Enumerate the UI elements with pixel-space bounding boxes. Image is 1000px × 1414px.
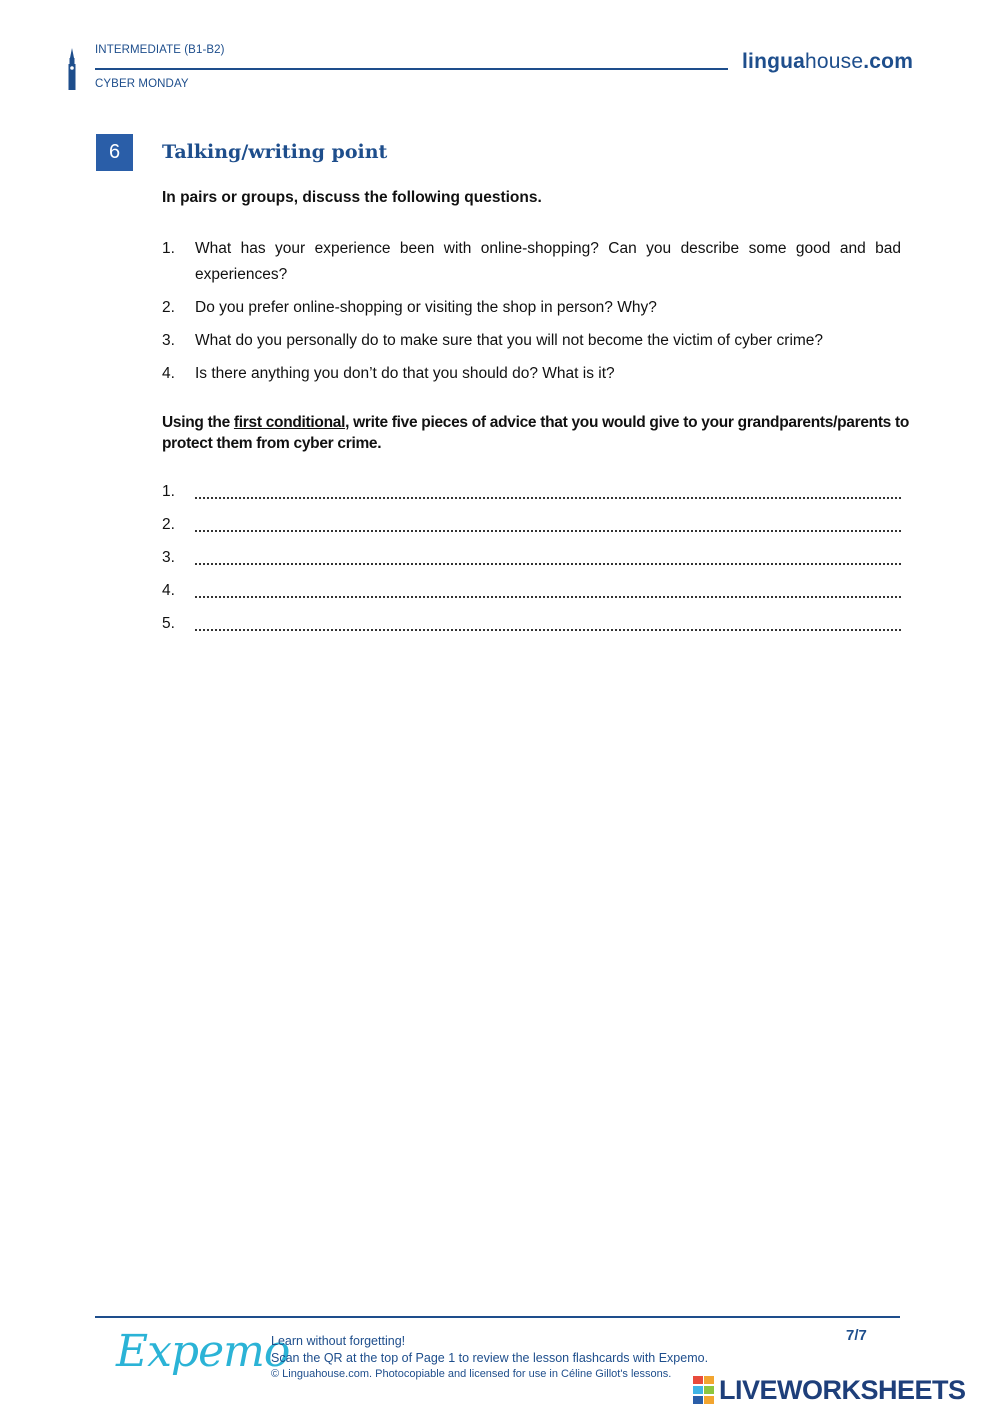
liveworksheets-watermark[interactable] — [693, 1374, 993, 1406]
expemo-logo[interactable]: Expemo — [116, 1326, 290, 1377]
answer-line[interactable] — [162, 549, 902, 569]
page-number: 7/7 — [846, 1327, 867, 1344]
answer-number: 1. — [162, 483, 175, 500]
linguahouse-logo[interactable] — [742, 50, 913, 74]
dotted-answer-field[interactable] — [195, 477, 901, 499]
question-text: Is there anything you don’t do that you should do? What is it? — [195, 365, 615, 382]
answer-line[interactable] — [162, 615, 902, 635]
level-label: INTERMEDIATE (B1-B2) — [95, 44, 225, 56]
question-text: What has your experience been with online-shopping? Can you describe some good and bad experiences? — [195, 240, 901, 283]
answer-number: 2. — [162, 516, 175, 533]
question-number: 2. — [162, 299, 175, 316]
question-text: Do you prefer online-shopping or visiting the shop in person? Why? — [195, 299, 657, 316]
dotted-answer-field[interactable] — [195, 609, 901, 631]
lesson-title: CYBER MONDAY — [95, 78, 189, 90]
question-item — [162, 236, 902, 288]
writing-instruction-end: , write five pieces of advice that you would give to your grandparents/parents to protect them from cyber crime. — [162, 414, 910, 452]
question-item — [162, 295, 902, 321]
first-conditional-link[interactable]: first conditional — [233, 414, 346, 431]
answer-line[interactable] — [162, 582, 902, 602]
discussion-instruction: In pairs or groups, discuss the following questions. — [162, 189, 542, 206]
section-title: Talking/writing point — [162, 141, 388, 163]
question-item — [162, 361, 902, 387]
footer-divider — [95, 1316, 900, 1318]
footer-tagline: Learn without forgetting! — [271, 1334, 406, 1348]
answer-line[interactable] — [162, 483, 902, 503]
section-number-badge: 6 — [96, 134, 133, 171]
answer-number: 3. — [162, 549, 175, 566]
question-text: What do you personally do to make sure that you will not become the victim of cyber crime? — [195, 332, 824, 349]
dotted-answer-field[interactable] — [195, 543, 901, 565]
dotted-answer-field[interactable] — [195, 510, 901, 532]
question-number: 1. — [162, 240, 175, 257]
brand-part-house: house — [805, 50, 864, 73]
brand-part-tld: .com — [863, 50, 914, 73]
header-divider — [95, 68, 728, 70]
brand-part-lingua: lingua — [742, 50, 806, 73]
answer-line[interactable] — [162, 516, 902, 536]
liveworksheets-icon — [693, 1376, 715, 1404]
answer-number: 5. — [162, 615, 175, 632]
question-number: 4. — [162, 365, 175, 382]
footer-copyright: © Linguahouse.com. Photocopiable and licensed for use in Céline Gillot's lessons. — [271, 1368, 672, 1380]
answer-number: 4. — [162, 582, 175, 599]
writing-instruction-start: Using the — [162, 414, 234, 431]
footer-qr-note: Scan the QR at the top of Page 1 to review the lesson flashcards with Expemo. — [271, 1351, 709, 1365]
question-item — [162, 328, 902, 354]
question-number: 3. — [162, 332, 175, 349]
liveworksheets-text: LIVEWORKSHEETS — [719, 1375, 966, 1405]
big-ben-icon — [66, 48, 78, 90]
dotted-answer-field[interactable] — [195, 576, 901, 598]
writing-instruction — [162, 412, 912, 454]
